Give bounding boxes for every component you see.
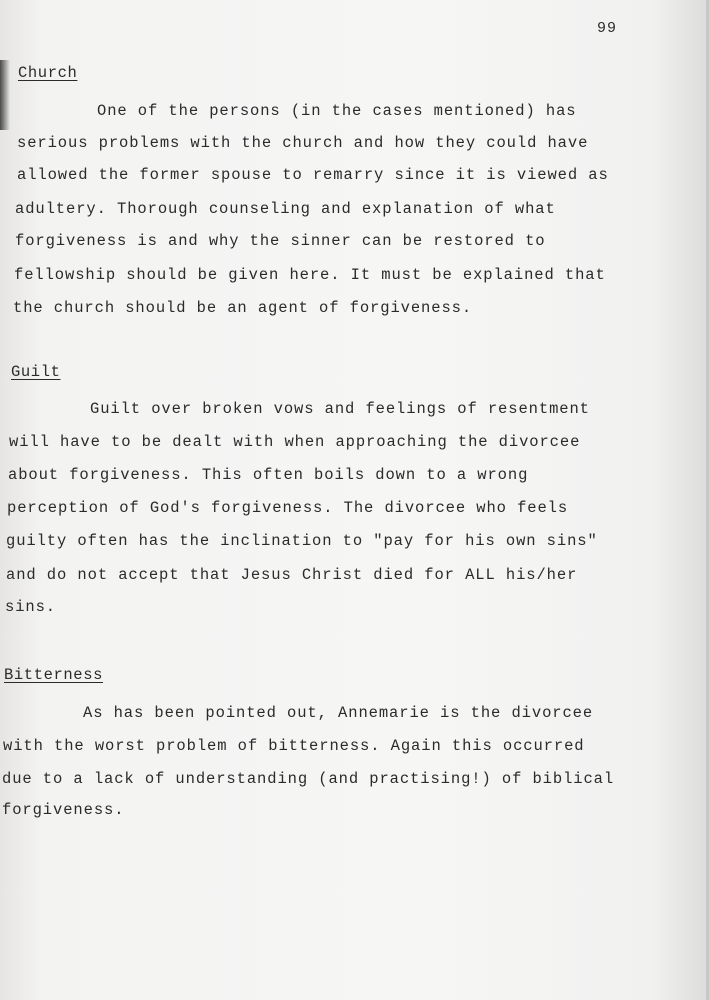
- guilt-line-6: and do not accept that Jesus Christ died for ALL his/her: [6, 566, 578, 584]
- guilt-line-3: about forgiveness. This often boils down to a wrong: [8, 466, 529, 484]
- section-heading-bitterness: Bitterness: [4, 666, 104, 684]
- bitterness-line-3: due to a lack of understanding (and practising!) of biblical: [2, 770, 615, 788]
- guilt-line-1: Guilt over broken vows and feelings of resentment: [90, 400, 590, 418]
- bitterness-line-4: forgiveness.: [2, 801, 125, 819]
- bitterness-line-1: As has been pointed out, Annemarie is the divorcee: [83, 704, 594, 722]
- church-line-1: One of the persons (in the cases mentioned) has: [97, 102, 577, 120]
- guilt-line-4: perception of God's forgiveness. The divorcee who feels: [7, 499, 569, 517]
- scan-edge-shadow: [0, 60, 10, 130]
- guilt-line-7: sins.: [5, 598, 57, 616]
- church-line-2: serious problems with the church and how they could have: [17, 134, 589, 152]
- guilt-line-5: guilty often has the inclination to "pay for his own sins": [6, 532, 598, 550]
- bitterness-line-2: with the worst problem of bitterness. Again this occurred: [3, 737, 585, 755]
- church-line-6: fellowship should be given here. It must be explained that: [14, 266, 606, 284]
- section-heading-church: Church: [18, 64, 78, 82]
- church-line-3: allowed the former spouse to remarry since it is viewed as: [17, 166, 609, 184]
- guilt-line-2: will have to be dealt with when approaching the divorcee: [9, 433, 581, 451]
- section-heading-guilt: Guilt: [11, 363, 61, 381]
- page-number: 99: [597, 20, 618, 37]
- church-line-4: adultery. Thorough counseling and explanation of what: [15, 200, 556, 218]
- church-line-5: forgiveness is and why the sinner can be restored to: [15, 232, 546, 250]
- church-line-7: the church should be an agent of forgiveness.: [13, 299, 473, 317]
